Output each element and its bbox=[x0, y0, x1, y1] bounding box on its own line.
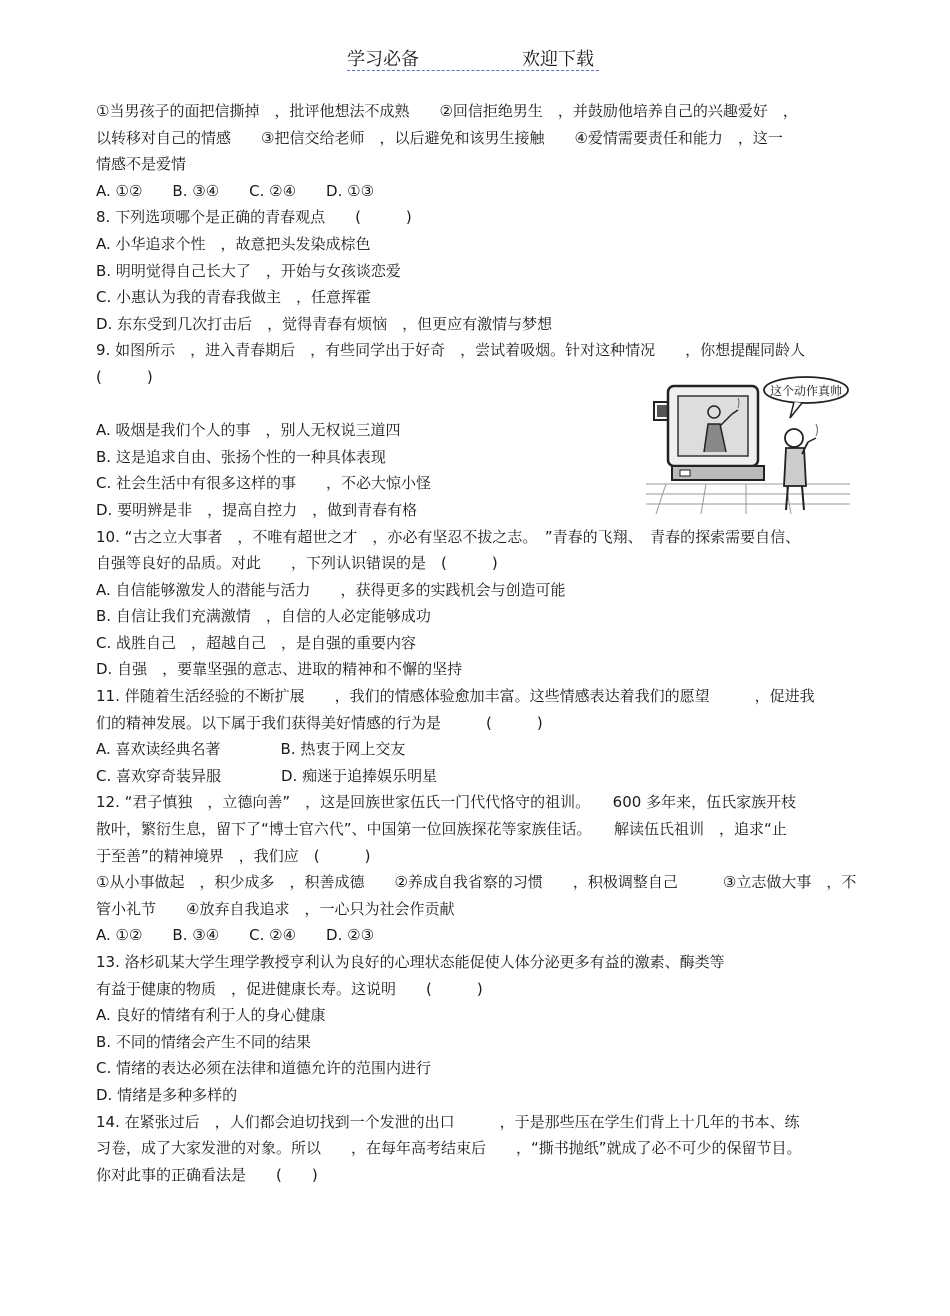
text-line: A. 吸烟是我们个人的事 ，别人无权说三道四 bbox=[96, 421, 401, 440]
text-line: A. ①② B. ③④ C. ②④ D. ①③ bbox=[96, 181, 375, 200]
text-line: C. 小惠认为我的青春我做主 ，任意挥霍 bbox=[96, 288, 372, 307]
text-line: 14. 在紧张过后 ，人们都会迫切找到一个发泄的出口 ，于是那些压在学生们背上十几年的书本、练 bbox=[96, 1112, 800, 1131]
text-line: B. 明明觉得自己长大了 ，开始与女孩谈恋爱 bbox=[96, 261, 401, 280]
text-line: 情感不是爱情 bbox=[96, 155, 187, 174]
text-line: 9. 如图所示 ，进入青春期后 ，有些同学出于好奇 ，尝试着吸烟。针对这种情况 ，你想提醒同龄人 bbox=[96, 341, 806, 360]
text-line: ①当男孩子的面把信撕掉 ，批评他想法不成熟 ②回信拒绝男生 ，并鼓励他培养自己的兴趣爱好 ， bbox=[96, 102, 798, 120]
text-line: A. ①② B. ③④ C. ②④ D. ②③ bbox=[96, 926, 375, 945]
text-line: B. 自信让我们充满激情 ，自信的人必定能够成功 bbox=[96, 607, 431, 626]
text-line: 13. 洛杉矶某大学生理学教授亨利认为良好的心理状态能促使人体分泌更多有益的激素、酶类等 bbox=[96, 953, 725, 971]
text-line: 于至善”的精神境界 ，我们应 ( ) bbox=[96, 846, 371, 865]
text-line: 有益于健康的物质 ，促进健康长寿。这说明 ( ) bbox=[96, 979, 483, 998]
text-line: 自强等良好的品质。对此 ，下列认识错误的是 ( ) bbox=[96, 554, 498, 573]
text-line: ( ) bbox=[96, 367, 153, 386]
text-line: 12. “君子慎独 ，立德向善” ，这是回族世家伍氏一门代代恪守的祖训。 600 多年来，伍氏家族开枝 bbox=[96, 793, 797, 812]
text-line: 你对此事的正确看法是 ( ) bbox=[96, 1165, 318, 1184]
text-line: D. 自强 ，要靠坚强的意志、进取的精神和不懈的坚持 bbox=[96, 660, 463, 679]
text-line: 11. 伴随着生活经验的不断扩展 ，我们的情感体验愈加丰富。这些情感表达着我们的愿望 ，促进我 bbox=[96, 687, 815, 706]
text-line: C. 喜欢穿奇装异服 D. 痴迷于追捧娱乐明星 bbox=[96, 766, 438, 785]
text-line: 以转移对自己的情感 ③把信交给老师 ，以后避免和该男生接触 ④爱情需要责任和能力 ，这一 bbox=[96, 128, 783, 147]
text-line: B. 不同的情绪会产生不同的结果 bbox=[96, 1032, 311, 1051]
text-line: D. 要明辨是非 ，提高自控力 ，做到青春有格 bbox=[96, 500, 418, 519]
text-line: 习卷，成了大家发泄的对象。所以 ，在每年高考结束后 ，“撕书抛纸”就成了必不可少的保留节目。 bbox=[96, 1139, 802, 1158]
text-line: A. 喜欢读经典名著 B. 热衷于网上交友 bbox=[96, 740, 406, 759]
text-line: ①从小事做起 ，积少成多 ，积善成德 ②养成自我省察的习惯 ，积极调整自己 ③立志做大事 ，不 bbox=[96, 873, 857, 892]
text-line: 管小礼节 ④放弃自我追求 ，一心只为社会作贡献 bbox=[96, 899, 455, 918]
text-line: A. 良好的情绪有利于人的身心健康 bbox=[96, 1006, 326, 1025]
header-left-text: 学习必备 bbox=[347, 49, 419, 70]
header-underline bbox=[347, 70, 599, 71]
text-line: A. 小华追求个性 ，故意把头发染成棕色 bbox=[96, 234, 371, 253]
text-line: 8. 下列选项哪个是正确的青春观点 ( ) bbox=[96, 208, 412, 227]
page-header bbox=[0, 45, 950, 75]
smoking-cartoon-illustration bbox=[646, 374, 850, 514]
text-line: C. 战胜自己 ，超越自己 ，是自强的重要内容 bbox=[96, 633, 417, 652]
header-right-text: 欢迎下载 bbox=[522, 49, 594, 70]
text-line: A. 自信能够激发人的潜能与活力 ，获得更多的实践机会与创造可能 bbox=[96, 580, 566, 599]
text-line: 散叶，繁衍生息，留下了“博士官六代”、中国第一位回族探花等家族佳话。 解读伍氏祖训 ，追求“止 bbox=[96, 820, 787, 839]
exam-content bbox=[96, 98, 856, 1188]
text-line: C. 社会生活中有很多这样的事 ，不必大惊小怪 bbox=[96, 474, 432, 493]
text-line: D. 情绪是多种多样的 bbox=[96, 1085, 238, 1104]
text-line: D. 东东受到几次打击后 ，觉得青春有烦恼 ，但更应有激情与梦想 bbox=[96, 314, 553, 333]
text-line: C. 情绪的表达必须在法律和道德允许的范围内进行 bbox=[96, 1059, 432, 1078]
text-line: B. 这是追求自由、张扬个性的一种具体表现 bbox=[96, 447, 386, 466]
text-line: 们的精神发展。以下属于我们获得美好情感的行为是 ( ) bbox=[96, 713, 543, 732]
text-line: 10. “古之立大事者 ，不唯有超世之才 ，亦必有坚忍不拔之志。 ”青春的飞翔、 青春的探索需要自信、 bbox=[96, 527, 801, 546]
speech-bubble-text: 这个动作真帅 bbox=[769, 384, 843, 398]
